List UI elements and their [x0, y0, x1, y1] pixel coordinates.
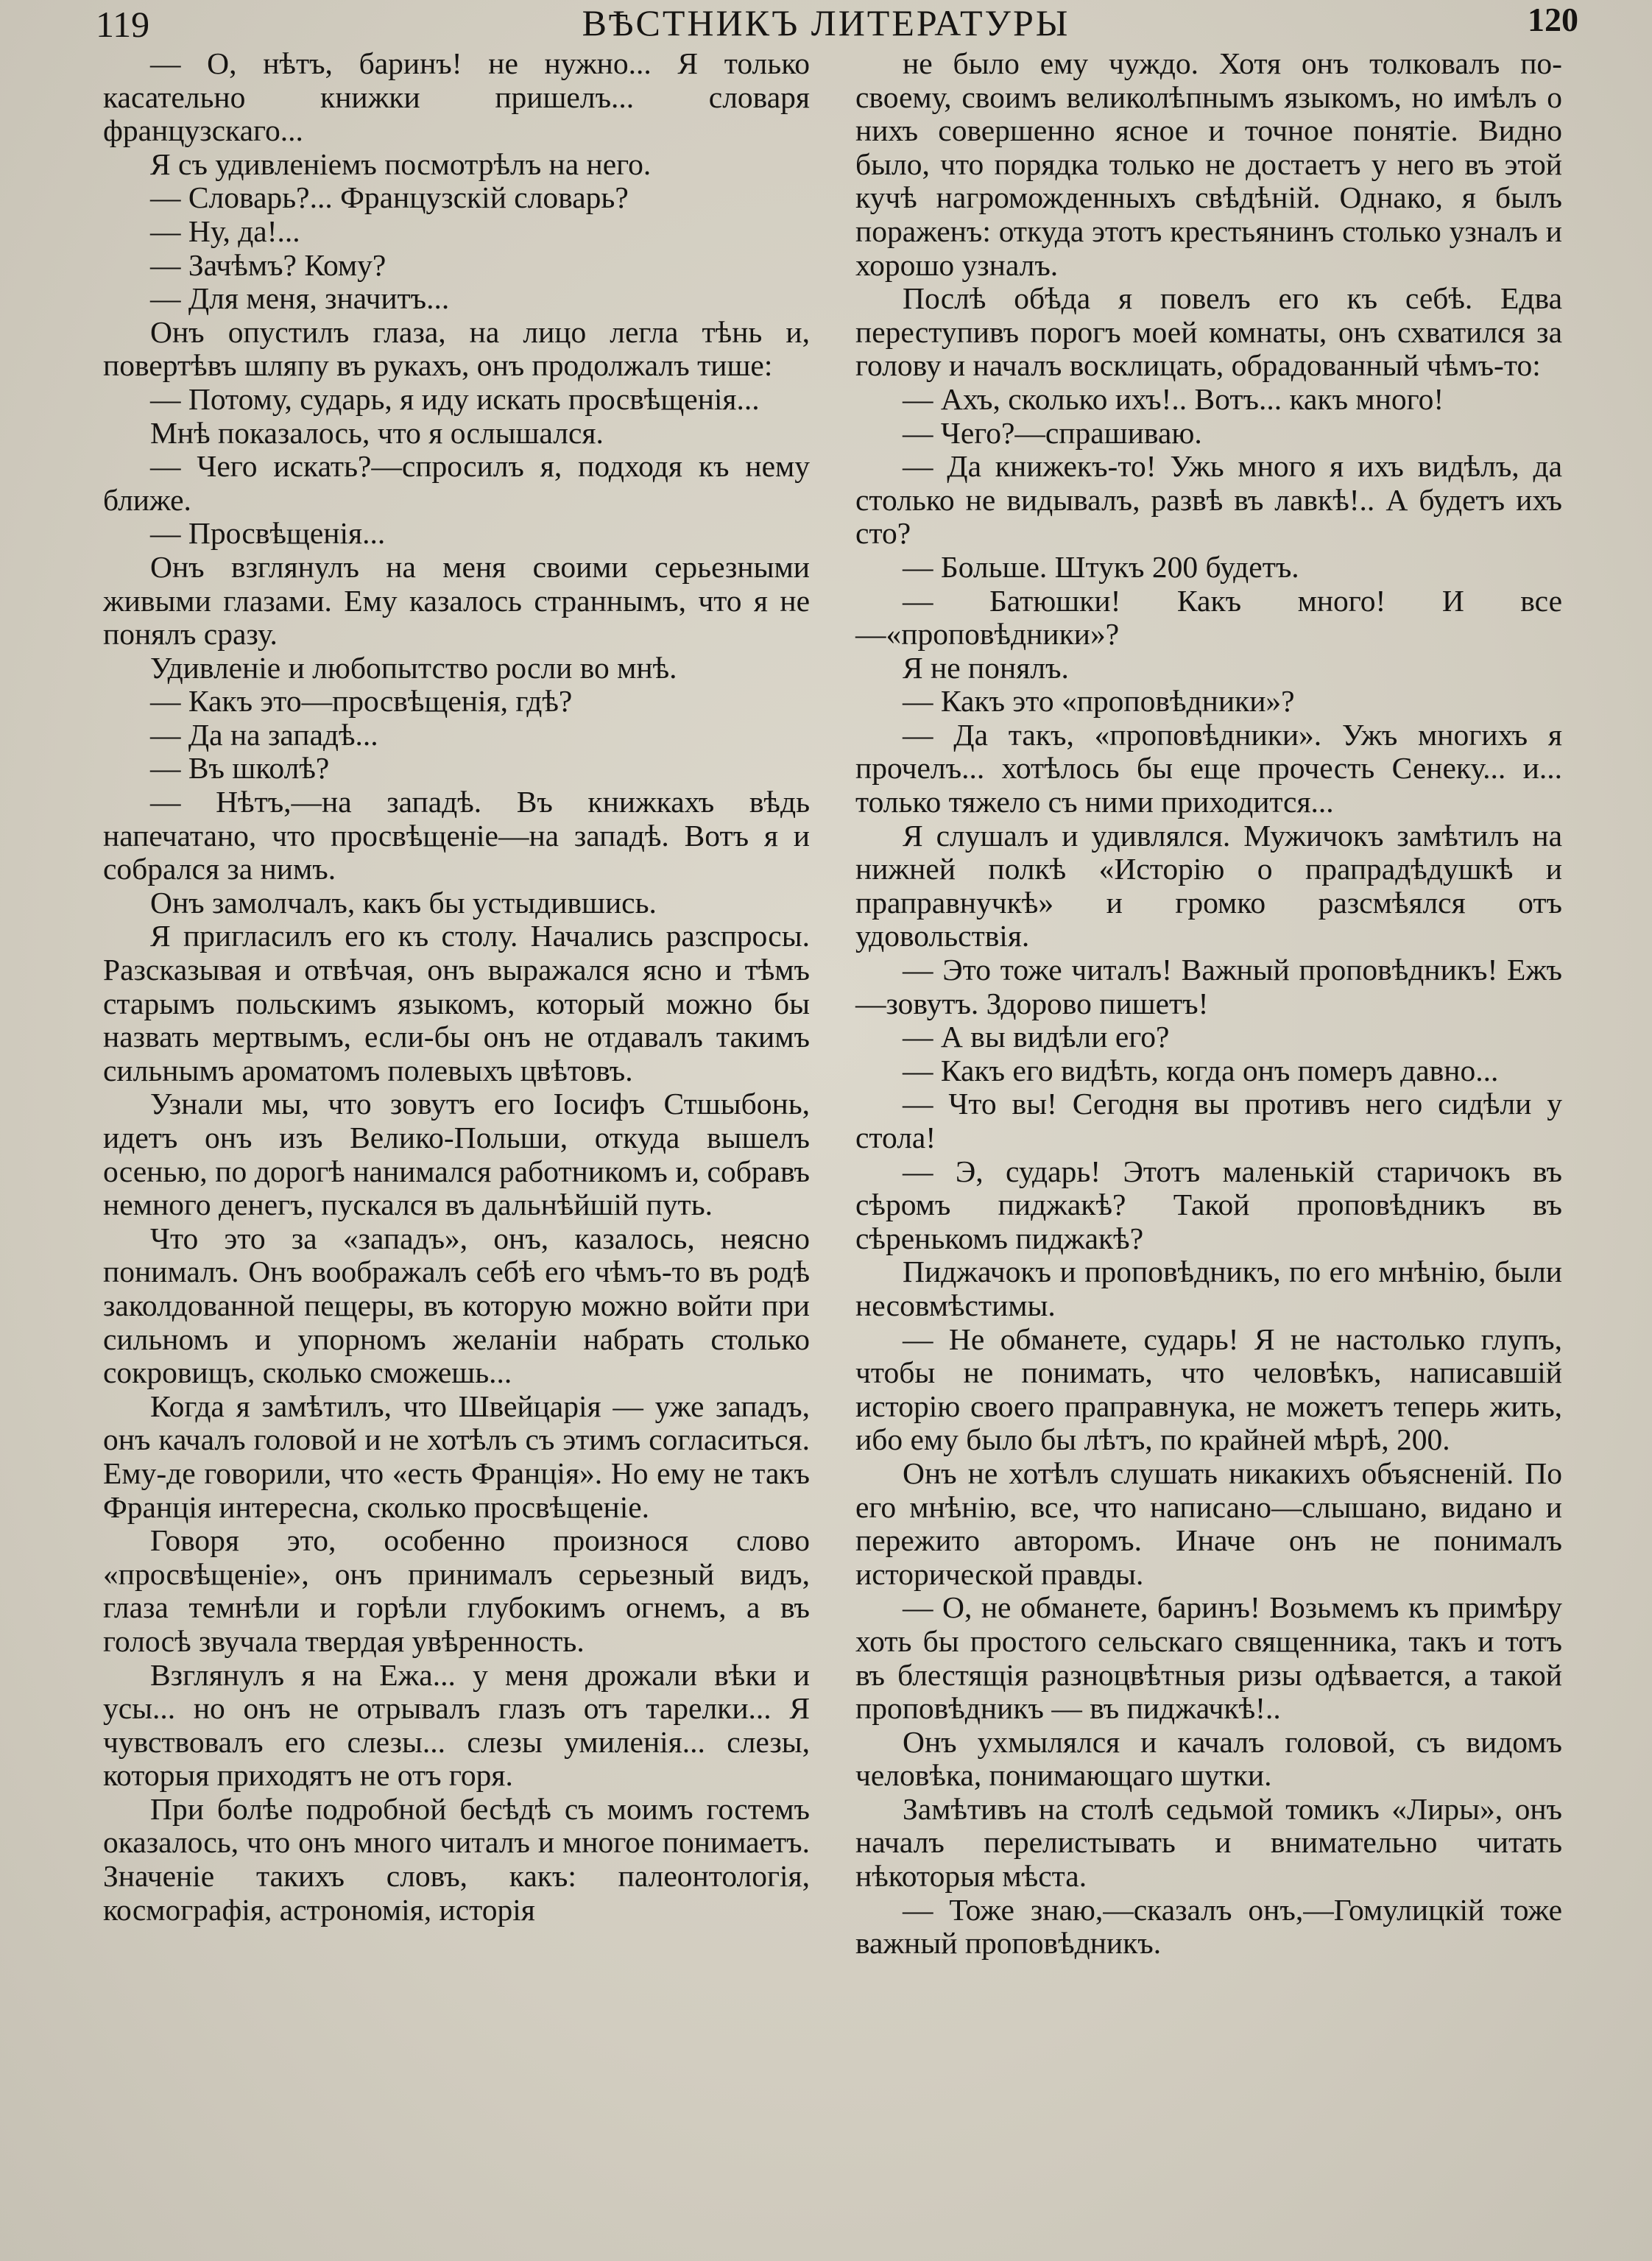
paragraph: — Тоже знаю,—сказалъ онъ,—Гомулицкій тоже важный проповѣдникъ.	[855, 1892, 1562, 1961]
paragraph: — О, не обманете, баринъ! Возьмемъ къ примѣру хоть бы простого сельскаго священника, такъ и тотъ въ блестящія разноцвѣтныя ризы одѣвается, а такой проповѣдникъ — въ пиджачкѣ!..	[855, 1590, 1562, 1726]
paragraph: — Что вы! Сегодня вы противъ него сидѣли у стола!	[855, 1087, 1562, 1154]
journal-title: ВѢСТНИКЪ ЛИТЕРАТУРЫ	[582, 2, 1070, 43]
paragraph: Я слушалъ и удивлялся. Мужичокъ замѣтилъ на нижней полкѣ «Исторію о прапрадѣдушкѣ и праправнучкѣ» и громко разсмѣялся отъ удовольствія.	[855, 818, 1562, 953]
paragraph: Я съ удивленіемъ посмотрѣлъ на него.	[150, 147, 652, 181]
paragraph: При болѣе подробной бесѣдѣ съ моимъ гостемъ оказалось, что онъ много читалъ и многое понимаетъ. Значеніе такихъ словъ, какъ: палеонтологія, космографія, астрономія, исторія	[103, 1791, 810, 1927]
paragraph: Онъ замолчалъ, какъ бы устыдившись.	[150, 885, 657, 920]
paragraph: Послѣ обѣда я повелъ его къ себѣ. Едва переступивъ порогъ моей комнаты, онъ схватился за голову и началъ восклицать, обрадованный чѣмъ-то:	[855, 281, 1562, 383]
paragraph: — Просвѣщенія...	[150, 516, 386, 551]
paragraph: — Да книжекъ-то! Ужь много я ихъ видѣлъ, да столько не видывалъ, развѣ въ лавкѣ!.. А будетъ ихъ сто?	[855, 449, 1562, 551]
paragraph: Взглянулъ я на Ежа... у меня дрожали вѣки и усы... но онъ не отрывалъ глазъ отъ тарелки... Я чувствовалъ его слезы... слезы умиленія... слезы, которыя приходятъ не отъ горя.	[103, 1657, 810, 1793]
paragraph: не было ему чуждо. Хотя онъ толковалъ по-своему, своимъ великолѣпнымъ языкомъ, но имѣлъ о нихъ совершенно ясное и точное понятіе. Видно было, что порядка только не достаетъ у него въ этой кучѣ нагроможденныхъ свѣдѣній. Однако, я былъ пораженъ: откуда этотъ крестьянинъ столько узналъ и хорошо узналъ.	[855, 46, 1562, 282]
paragraph: — Не обманете, сударь! Я не настолько глупъ, чтобы не понимать, что человѣкъ, написавшій исторію своего праправнука, не можетъ теперь жить, ибо ему было бы лѣтъ, по крайней мѣрѣ, 200.	[855, 1322, 1562, 1457]
paragraph: — Словарь?... Французскій словарь?	[150, 180, 629, 215]
paragraph: — Больше. Штукъ 200 будетъ.	[903, 549, 1299, 584]
page-number-right: 120	[1528, 1, 1578, 38]
paragraph: — Да такъ, «проповѣдники». Ужъ многихъ я прочелъ... хотѣлось бы еще прочесть Сенеку... и... только тяжело съ ними приходится...	[855, 717, 1562, 819]
paragraph: — Нѣтъ,—на западѣ. Въ книжкахъ вѣдь напечатано, что просвѣщеніе—на западѣ. Вотъ я и собрался за нимъ.	[103, 785, 810, 886]
paragraph: — Это тоже читалъ! Важный проповѣдникъ! Ежъ—зовутъ. Здорово пишетъ!	[855, 953, 1562, 1020]
paragraph: — Ахъ, сколько ихъ!.. Вотъ... какъ много!	[903, 381, 1444, 416]
paragraph: Удивленіе и любопытство росли во мнѣ.	[150, 650, 677, 685]
paragraph: — Зачѣмъ? Кому?	[150, 247, 386, 282]
paragraph: — Какъ это «проповѣдники»?	[903, 684, 1295, 719]
paragraph: — О, нѣтъ, баринъ! не нужно... Я только касательно книжки пришелъ... словаря французскаго...	[103, 46, 810, 148]
paragraph: Когда я замѣтилъ, что Швейцарія — уже западъ, онъ качалъ головой и не хотѣлъ съ этимъ согласиться. Ему-де говорили, что «есть Франція». Но ему не такъ Франція интересна, сколько просвѣщеніе.	[103, 1389, 810, 1524]
paragraph: Онъ ухмылялся и качалъ головой, съ видомъ человѣка, понимающаго шутки.	[855, 1724, 1562, 1793]
paragraph: Мнѣ показалось, что я ослышался.	[150, 415, 604, 450]
paragraph: — Какъ это—просвѣщенія, гдѣ?	[150, 684, 573, 719]
paragraph: — Да на западѣ...	[150, 717, 378, 752]
paragraph: — Ну, да!...	[150, 214, 300, 248]
paragraph: — Потому, сударь, я иду искать просвѣщенія...	[150, 381, 760, 416]
paragraph: Онъ не хотѣлъ слушать никакихъ объясненій. По его мнѣнію, все, что написано—слышано, видано и пережито авторомъ. Иначе онъ не понималъ исторической правды.	[855, 1456, 1562, 1591]
right-column	[855, 47, 1562, 2248]
paragraph: — Чего?—спрашиваю.	[903, 415, 1202, 450]
paragraph: — Въ школѣ?	[150, 751, 330, 786]
paragraph: Что это за «западъ», онъ, казалось, неясно понималъ. Онъ воображалъ себѣ его чѣмъ-то въ родѣ заколдованной пещеры, въ которую можно войти при сильномъ и упорномъ желаніи набрать столько сокровищъ, сколько сможешь...	[103, 1221, 810, 1390]
paragraph: Я пригласилъ его къ столу. Начались разспросы. Разсказывая и отвѣчая, онъ выражался ясно и тѣмъ старымъ польскимъ языкомъ, который можно бы назвать мертвымъ, если-бы онъ не отдавалъ такимъ сильнымъ ароматомъ полевыхъ цвѣтовъ.	[103, 919, 810, 1087]
paragraph: Онъ опустилъ глаза, на лицо легла тѣнь и, повертѣвъ шляпу въ рукахъ, онъ продолжалъ тише:	[103, 314, 810, 383]
paragraph: — Какъ его видѣть, когда онъ померъ давно...	[903, 1053, 1499, 1087]
paragraph: Я не понялъ.	[903, 650, 1069, 685]
paragraph: Замѣтивъ на столѣ седьмой томикъ «Лиры», онъ началъ перелистывать и внимательно читать нѣкоторыя мѣста.	[855, 1791, 1562, 1894]
paragraph: — Э, сударь! Этотъ маленькій старичокъ въ сѣромъ пиджакѣ? Такой проповѣдникъ въ сѣренькомъ пиджакѣ?	[855, 1154, 1562, 1255]
paragraph: Пиджачокъ и проповѣдникъ, по его мнѣнію, были несовмѣстимы.	[855, 1255, 1562, 1322]
left-column	[103, 47, 810, 2248]
page-header	[0, 0, 1652, 52]
paragraph: Узнали мы, что зовутъ его Іосифъ Стшыбонь, идетъ онъ изъ Велико-Польши, откуда вышелъ осенью, по дорогѣ нанимался работникомъ и, собравъ немного денегъ, пускался въ дальнѣйшій путь.	[103, 1087, 810, 1222]
page-number-left: 119	[96, 4, 150, 45]
paragraph: — Для меня, значитъ...	[150, 281, 450, 316]
paragraph: — Батюшки! Какъ много! И все—«проповѣдники»?	[855, 583, 1562, 652]
paragraph: — А вы видѣли его?	[903, 1020, 1170, 1054]
paragraph: Онъ взглянулъ на меня своими серьезными живыми глазами. Ему казалось страннымъ, что я не понялъ сразу.	[103, 549, 810, 652]
paragraph: Говоря это, особенно произнося слово «просвѣщеніе», онъ принималъ серьезный видъ, глаза темнѣли и горѣли глубокимъ огнемъ, а въ голосѣ звучала твердая увѣренность.	[103, 1523, 810, 1658]
paragraph: — Чего искать?—спросилъ я, подходя къ нему ближе.	[103, 449, 810, 517]
